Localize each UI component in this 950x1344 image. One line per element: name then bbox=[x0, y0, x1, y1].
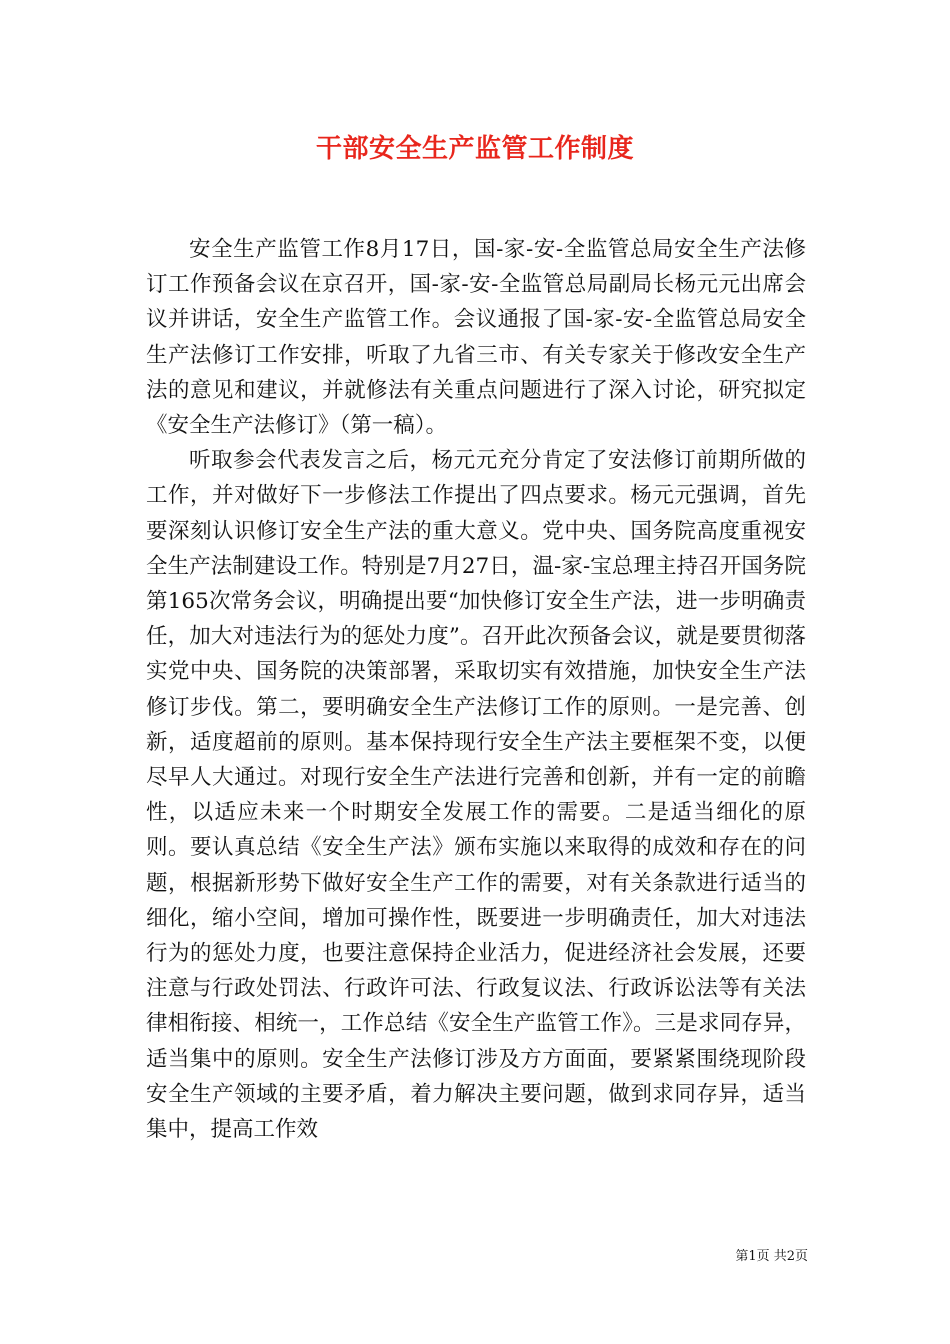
page-number: 第1页 共2页 bbox=[735, 1249, 808, 1264]
document-title: 干部安全生产监管工作制度 bbox=[315, 134, 634, 164]
document-body bbox=[146, 232, 806, 1147]
paragraph-2: 听取参会代表发言之后，杨元元充分肯定了安法修订前期所做的工作，并对做好下一步修法工作提出了四点要求。杨元元强调，首先要深刻认识修订安全生产法的重大意义。党中央、国务院高度重视安全生产法制建设工作。特别是7月27日，温-家-宝总理主持召开国务院第165次常务会议，明确提出要“加快修订安全生产法，进一步明确责任，加大对违法行为的惩处力度”。召开此次预备会议，就是要贯彻落实党中央、国务院的决策部署，采取切实有效措施，加快安全生产法修订步伐。第二，要明确安全生产法修订工作的原则。一是完善、创新，适度超前的原则。基本保持现行安全生产法主要框架不变，以便尽早人大通过。对现行安全生产法进行完善和创新，并有一定的前瞻性，以适应未来一个时期安全发展工作的需要。二是适当细化的原则。要认真总结《安全生产法》颁布实施以来取得的成效和存在的问题，根据新形势下做好安全生产工作的需要，对有关条款进行适当的细化，缩小空间，增加可操作性，既要进一步明确责任，加大对违法行为的惩处力度，也要注意保持企业活力，促进经济社会发展，还要注意与行政处罚法、行政许可法、行政复议法、行政诉讼法等有关法律相衔接、相统一，工作总结《安全生产监管工作》。三是求同存异，适当集中的原则。安全生产法修订涉及方方面面，要紧紧围绕现阶段安全生产领域的主要矛盾，着力解决主要问题，做到求同存异，适当集中，提高工作效 bbox=[146, 448, 806, 1143]
paragraph-1: 安全生产监管工作8月17日，国-家-安-全监管总局安全生产法修订工作预备会议在京召开，国-家-安-全监管总局副局长杨元元出席会议并讲话，安全生产监管工作。会议通报了国-家-安-全监管总局安全生产法修订工作安排，听取了九省三市、有关专家关于修改安全生产法的意见和建议，并就修法有关重点问题进行了深入讨论，研究拟定《安全生产法修订》（第一稿）。 bbox=[146, 237, 806, 439]
